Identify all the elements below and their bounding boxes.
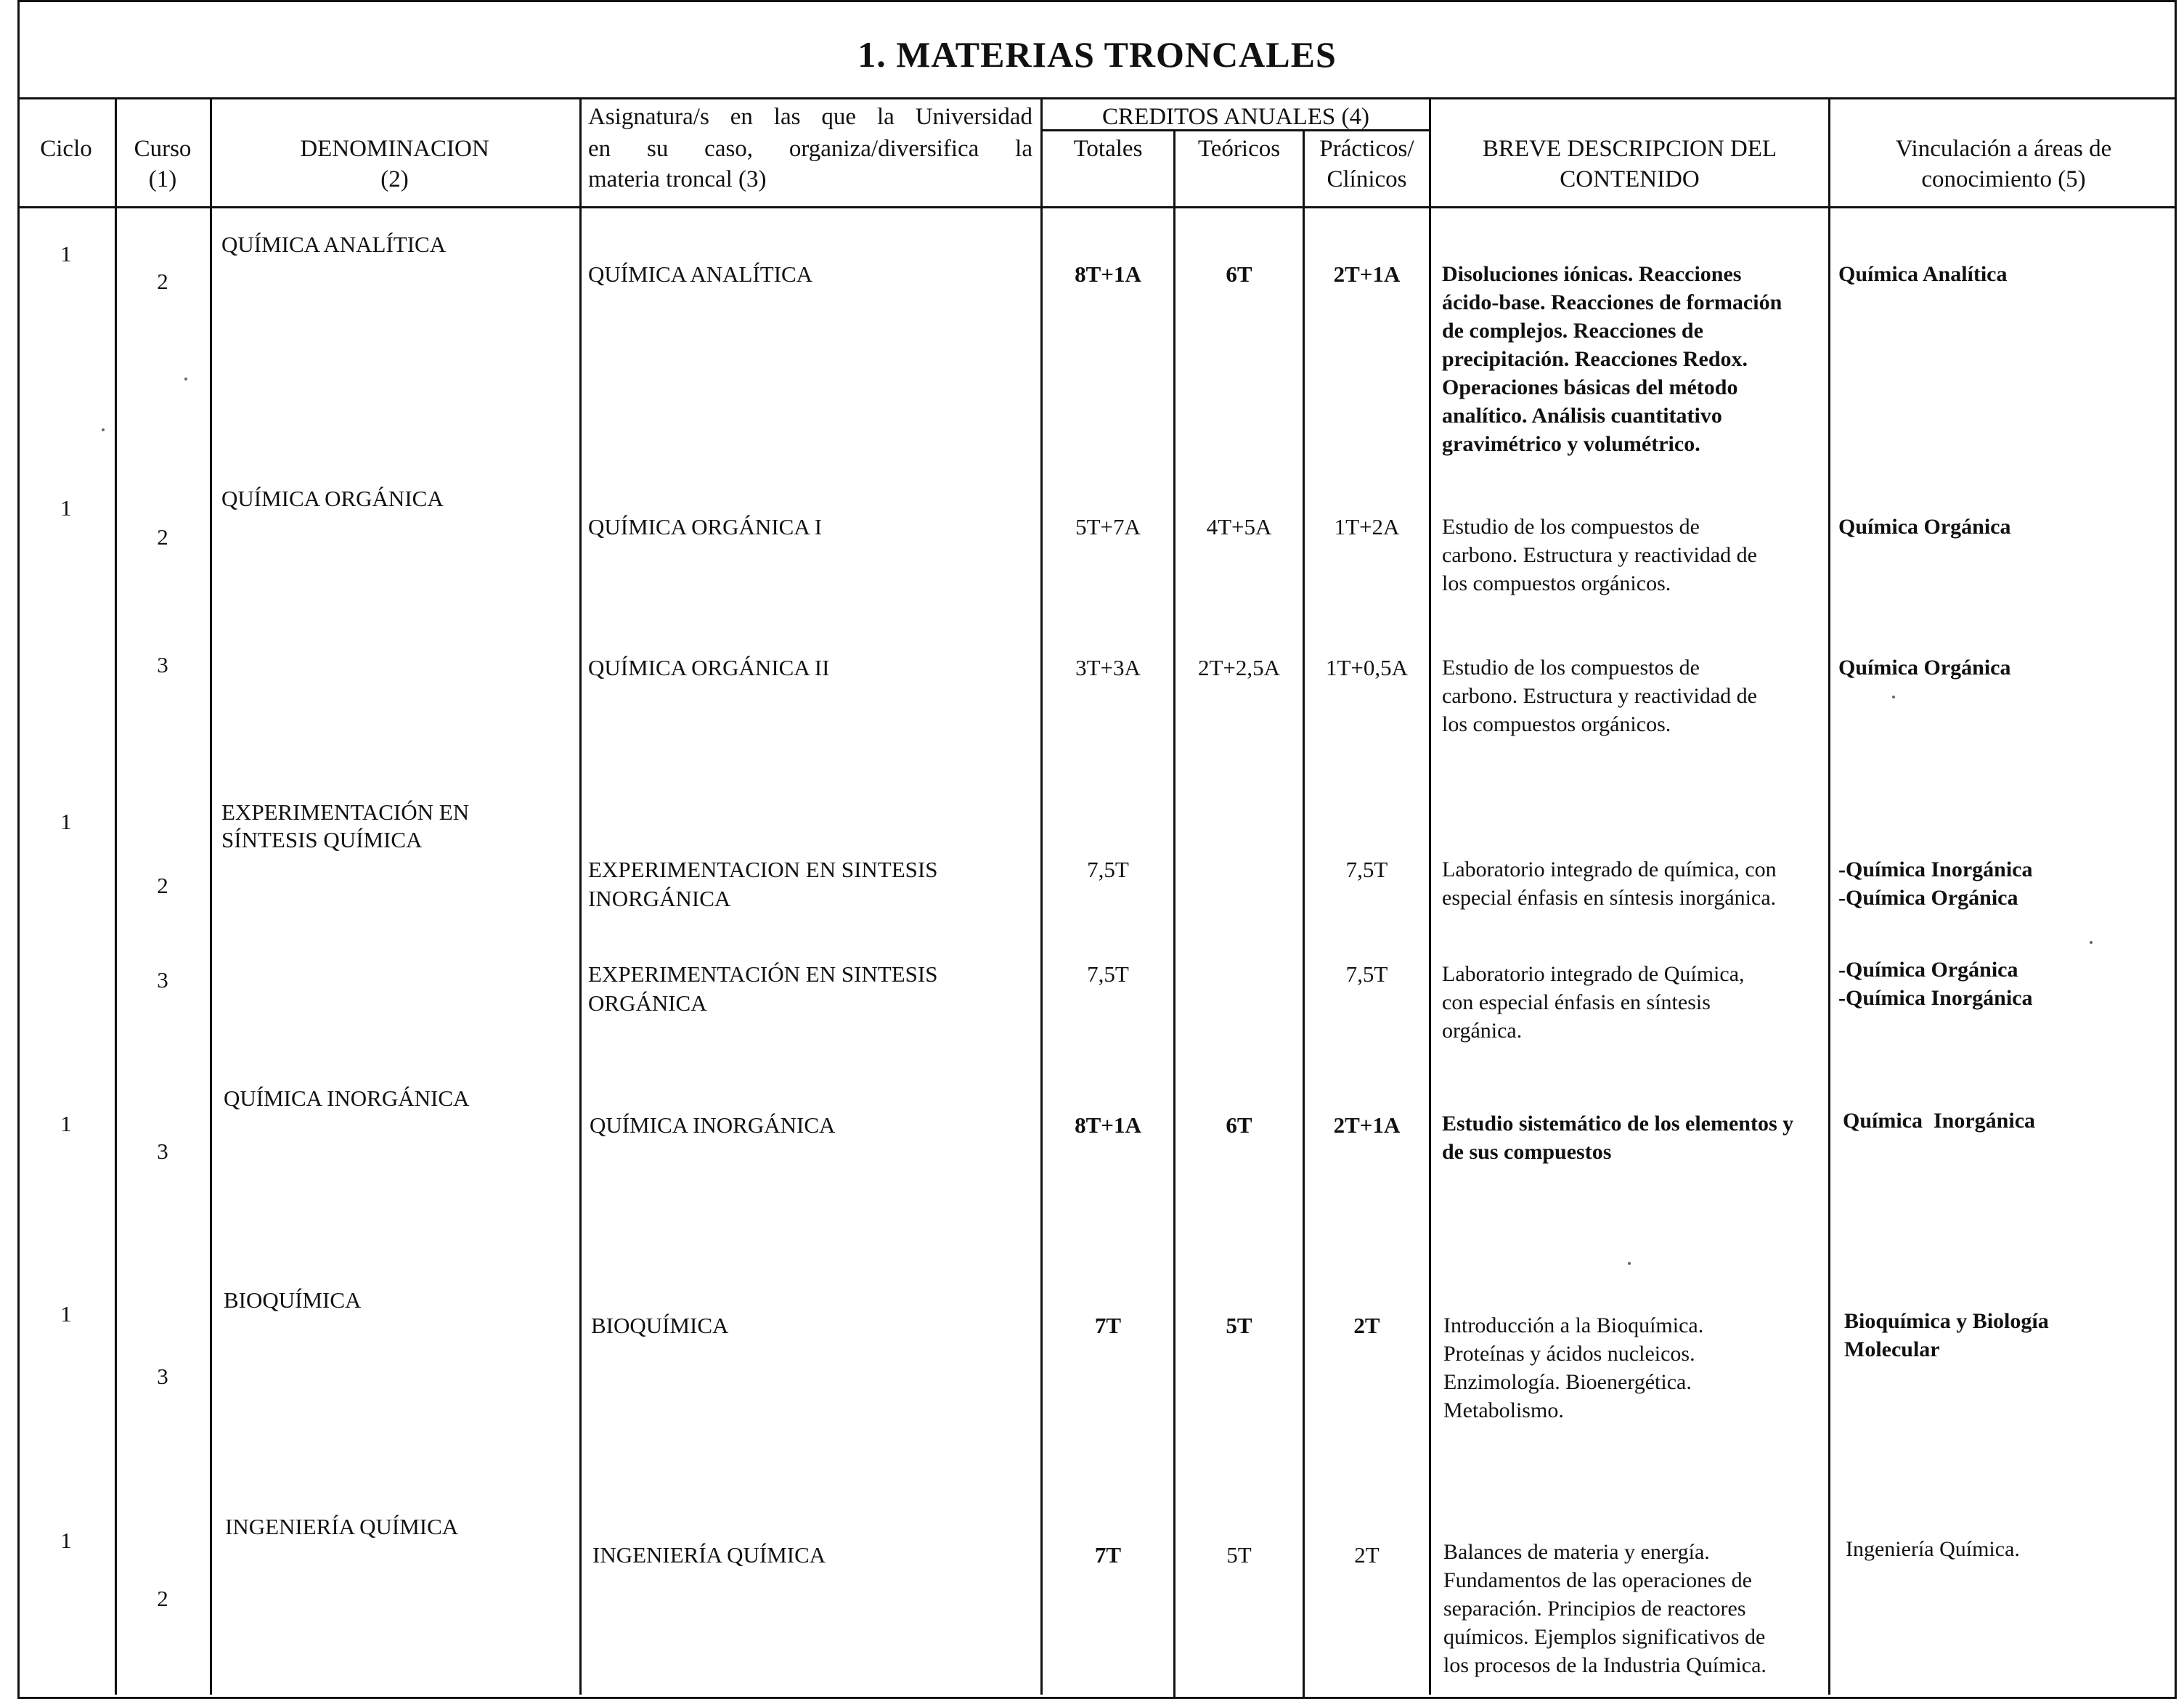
header-practicos-line1: Prácticos/ xyxy=(1319,136,1414,162)
desc-line: Estudio de los compuestos de xyxy=(1442,656,1700,680)
row-totales: 7T xyxy=(1094,1313,1122,1338)
row-area xyxy=(1838,653,2172,682)
row-area xyxy=(1843,1107,2177,1135)
row-area xyxy=(1838,513,2172,541)
row-practicos: 1T+0,5A xyxy=(1325,655,1409,680)
row-practicos: 1T+2A xyxy=(1334,514,1400,539)
header-creditos: CREDITOS ANUALES (4) xyxy=(1102,104,1369,130)
area-line: Química Inorgánica xyxy=(1843,1109,2036,1133)
row-practicos: 2T xyxy=(1354,1542,1380,1568)
header-ciclo: Ciclo xyxy=(40,136,92,162)
row-practicos: 2T xyxy=(1353,1313,1380,1338)
row-area xyxy=(1846,1535,2180,1563)
desc-line: especial énfasis en síntesis inorgánica. xyxy=(1442,886,1777,910)
desc-line: analítico. Análisis cuantitativo xyxy=(1442,404,1722,428)
row-asignatura xyxy=(588,960,1038,1018)
desc-line: Proteínas y ácidos nucleicos. xyxy=(1443,1342,1695,1366)
col-divider-3 xyxy=(579,97,582,1695)
row-curso: 3 xyxy=(157,967,168,993)
scan-speck xyxy=(184,378,187,380)
row-curso: 3 xyxy=(157,1138,168,1164)
header-descripcion-line2: CONTENIDO xyxy=(1560,166,1700,192)
row-asignatura: QUÍMICA ORGÁNICA II xyxy=(588,655,830,680)
row-teoricos: 5T xyxy=(1226,1313,1252,1338)
row-area xyxy=(1838,855,2172,912)
row-descripcion xyxy=(1442,1109,1827,1166)
row-denominacion: QUÍMICA INORGÁNICA xyxy=(224,1085,470,1111)
desc-line: Estudio de los compuestos de xyxy=(1442,515,1700,539)
header-asignatura-line1: Asignatura/s en las que la Universidad xyxy=(588,104,1032,130)
scan-speck xyxy=(1892,696,1895,698)
row-ciclo: 1 xyxy=(60,809,72,834)
desc-line: carbono. Estructura y reactividad de xyxy=(1442,543,1757,567)
row-ciclo: 1 xyxy=(60,1301,72,1327)
col-divider-7 xyxy=(1429,97,1431,1695)
desc-line: de sus compuestos xyxy=(1442,1140,1612,1164)
asignatura-line: EXPERIMENTACION EN SINTESIS xyxy=(588,857,938,882)
header-descripcion-line1: BREVE DESCRIPCION DEL xyxy=(1482,136,1777,162)
denominacion-line: SÍNTESIS QUÍMICA xyxy=(221,827,423,852)
desc-line: Laboratorio integrado de Química, xyxy=(1442,962,1745,986)
asignatura-line: INORGÁNICA xyxy=(588,886,731,911)
row-asignatura: QUÍMICA ORGÁNICA I xyxy=(588,514,823,539)
row-teoricos: 5T xyxy=(1226,1542,1252,1568)
desc-line: químicos. Ejemplos significativos de xyxy=(1443,1625,1766,1649)
row-practicos: 7,5T xyxy=(1345,961,1388,987)
row-totales: 8T+1A xyxy=(1075,261,1141,287)
row-curso: 2 xyxy=(157,1586,168,1611)
desc-line: Disoluciones iónicas. Reacciones xyxy=(1442,262,1742,286)
desc-line: gravimétrico y volumétrico. xyxy=(1442,432,1700,456)
header-curso: Curso xyxy=(134,136,192,162)
row-totales: 3T+3A xyxy=(1075,655,1141,680)
row-asignatura: QUÍMICA INORGÁNICA xyxy=(590,1112,836,1138)
desc-line: Laboratorio integrado de química, con xyxy=(1442,857,1777,881)
row-ciclo: 1 xyxy=(60,1528,72,1553)
row-descripcion xyxy=(1442,960,1827,1045)
desc-line: los procesos de la Industria Química. xyxy=(1443,1653,1767,1677)
desc-line: Estudio sistemático de los elementos y xyxy=(1442,1112,1794,1136)
desc-line: Balances de materia y energía. xyxy=(1443,1540,1710,1564)
row-practicos: 2T+1A xyxy=(1333,261,1401,287)
area-line: Ingeniería Química. xyxy=(1846,1537,2020,1561)
header-denominacion-note: (2) xyxy=(380,166,409,192)
row-descripcion xyxy=(1442,855,1827,912)
scan-speck xyxy=(2090,941,2093,944)
header-denominacion: DENOMINACION xyxy=(300,136,489,162)
scan-speck xyxy=(102,428,105,431)
row-denominacion xyxy=(221,799,577,854)
desc-line: ácido-base. Reacciones de formación xyxy=(1442,290,1782,314)
row-asignatura: INGENIERÍA QUÍMICA xyxy=(592,1542,826,1568)
row-asignatura xyxy=(588,855,1038,913)
row-ciclo: 1 xyxy=(60,495,72,521)
header-practicos-line2: Clínicos xyxy=(1327,166,1407,192)
header-divider xyxy=(17,206,2177,208)
row-descripcion xyxy=(1442,260,1827,458)
row-curso: 3 xyxy=(157,652,168,677)
row-descripcion xyxy=(1442,513,1827,598)
area-line: Molecular xyxy=(1844,1337,1940,1361)
title-divider xyxy=(17,97,2177,99)
desc-line: los compuestos orgánicos. xyxy=(1442,571,1671,595)
col-divider-2 xyxy=(210,97,212,1695)
row-curso: 2 xyxy=(157,524,168,550)
asignatura-line: EXPERIMENTACIÓN EN SINTESIS xyxy=(588,961,938,987)
desc-line: Introducción a la Bioquímica. xyxy=(1443,1313,1704,1337)
row-totales: 7,5T xyxy=(1087,857,1129,882)
header-vinculacion-line2: conocimiento (5) xyxy=(1921,166,2086,192)
header-totales: Totales xyxy=(1073,136,1143,162)
row-totales: 5T+7A xyxy=(1075,514,1141,539)
col-divider-4 xyxy=(1040,97,1043,1695)
row-denominacion: INGENIERÍA QUÍMICA xyxy=(225,1514,459,1539)
row-totales: 7,5T xyxy=(1087,961,1129,987)
area-line: -Química Orgánica xyxy=(1838,886,2018,910)
header-vinculacion-line1: Vinculación a áreas de xyxy=(1895,136,2112,162)
desc-line: con especial énfasis en síntesis xyxy=(1442,990,1711,1014)
desc-line: Metabolismo. xyxy=(1443,1398,1564,1422)
row-denominacion: QUÍMICA ANALÍTICA xyxy=(221,232,447,257)
asignatura-line: ORGÁNICA xyxy=(588,990,707,1016)
desc-line: carbono. Estructura y reactividad de xyxy=(1442,684,1757,708)
row-teoricos: 2T+2,5A xyxy=(1197,655,1281,680)
row-descripcion xyxy=(1443,1311,1828,1425)
desc-line: los compuestos orgánicos. xyxy=(1442,712,1671,736)
row-area xyxy=(1838,956,2172,1012)
row-ciclo: 1 xyxy=(60,1111,72,1136)
row-denominacion: QUÍMICA ORGÁNICA xyxy=(221,486,444,511)
area-line: -Química Inorgánica xyxy=(1838,857,2033,881)
row-denominacion: BIOQUÍMICA xyxy=(224,1287,362,1313)
row-curso: 2 xyxy=(157,873,168,898)
area-line: Química Analítica xyxy=(1838,262,2008,286)
row-asignatura: BIOQUÍMICA xyxy=(591,1313,729,1338)
row-practicos: 2T+1A xyxy=(1333,1112,1401,1138)
header-teoricos: Teóricos xyxy=(1197,136,1281,162)
area-line: Química Orgánica xyxy=(1838,515,2011,539)
row-area xyxy=(1844,1307,2178,1364)
desc-line: Enzimología. Bioenergética. xyxy=(1443,1370,1692,1394)
row-ciclo: 1 xyxy=(60,241,72,266)
desc-line: separación. Principios de reactores xyxy=(1443,1597,1746,1621)
row-teoricos: 6T xyxy=(1226,1112,1252,1138)
desc-line: orgánica. xyxy=(1442,1019,1523,1043)
header-curso-note: (1) xyxy=(148,166,177,192)
area-line: Bioquímica y Biología xyxy=(1844,1309,2049,1333)
col-divider-5 xyxy=(1173,131,1175,1699)
header-asignatura-line2: en su caso, organiza/diversifica la xyxy=(588,136,1032,162)
row-curso: 3 xyxy=(157,1364,168,1389)
row-teoricos: 6T xyxy=(1226,261,1252,287)
denominacion-line: EXPERIMENTACIÓN EN xyxy=(221,799,470,825)
row-practicos: 7,5T xyxy=(1345,857,1388,882)
area-line: -Química Orgánica xyxy=(1838,958,2018,982)
area-line: Química Orgánica xyxy=(1838,656,2011,680)
desc-line: precipitación. Reacciones Redox. xyxy=(1442,347,1748,371)
desc-line: Operaciones básicas del método xyxy=(1442,375,1738,399)
row-totales: 7T xyxy=(1094,1542,1122,1568)
desc-line: de complejos. Reacciones de xyxy=(1442,319,1703,343)
desc-line: Fundamentos de las operaciones de xyxy=(1443,1568,1752,1592)
document-title: 1. MATERIAS TRONCALES xyxy=(857,34,1337,75)
row-descripcion xyxy=(1442,653,1827,738)
row-descripcion xyxy=(1443,1538,1828,1679)
col-divider-8 xyxy=(1828,97,1830,1695)
header-asignatura-line3: materia troncal (3) xyxy=(588,166,767,192)
area-line: -Química Inorgánica xyxy=(1838,986,2033,1010)
col-divider-6 xyxy=(1303,131,1305,1699)
scan-speck xyxy=(1628,1262,1631,1265)
row-totales: 8T+1A xyxy=(1075,1112,1141,1138)
row-teoricos: 4T+5A xyxy=(1206,514,1272,539)
row-curso: 2 xyxy=(157,269,168,294)
row-asignatura: QUÍMICA ANALÍTICA xyxy=(588,261,813,287)
row-area xyxy=(1838,260,2172,288)
